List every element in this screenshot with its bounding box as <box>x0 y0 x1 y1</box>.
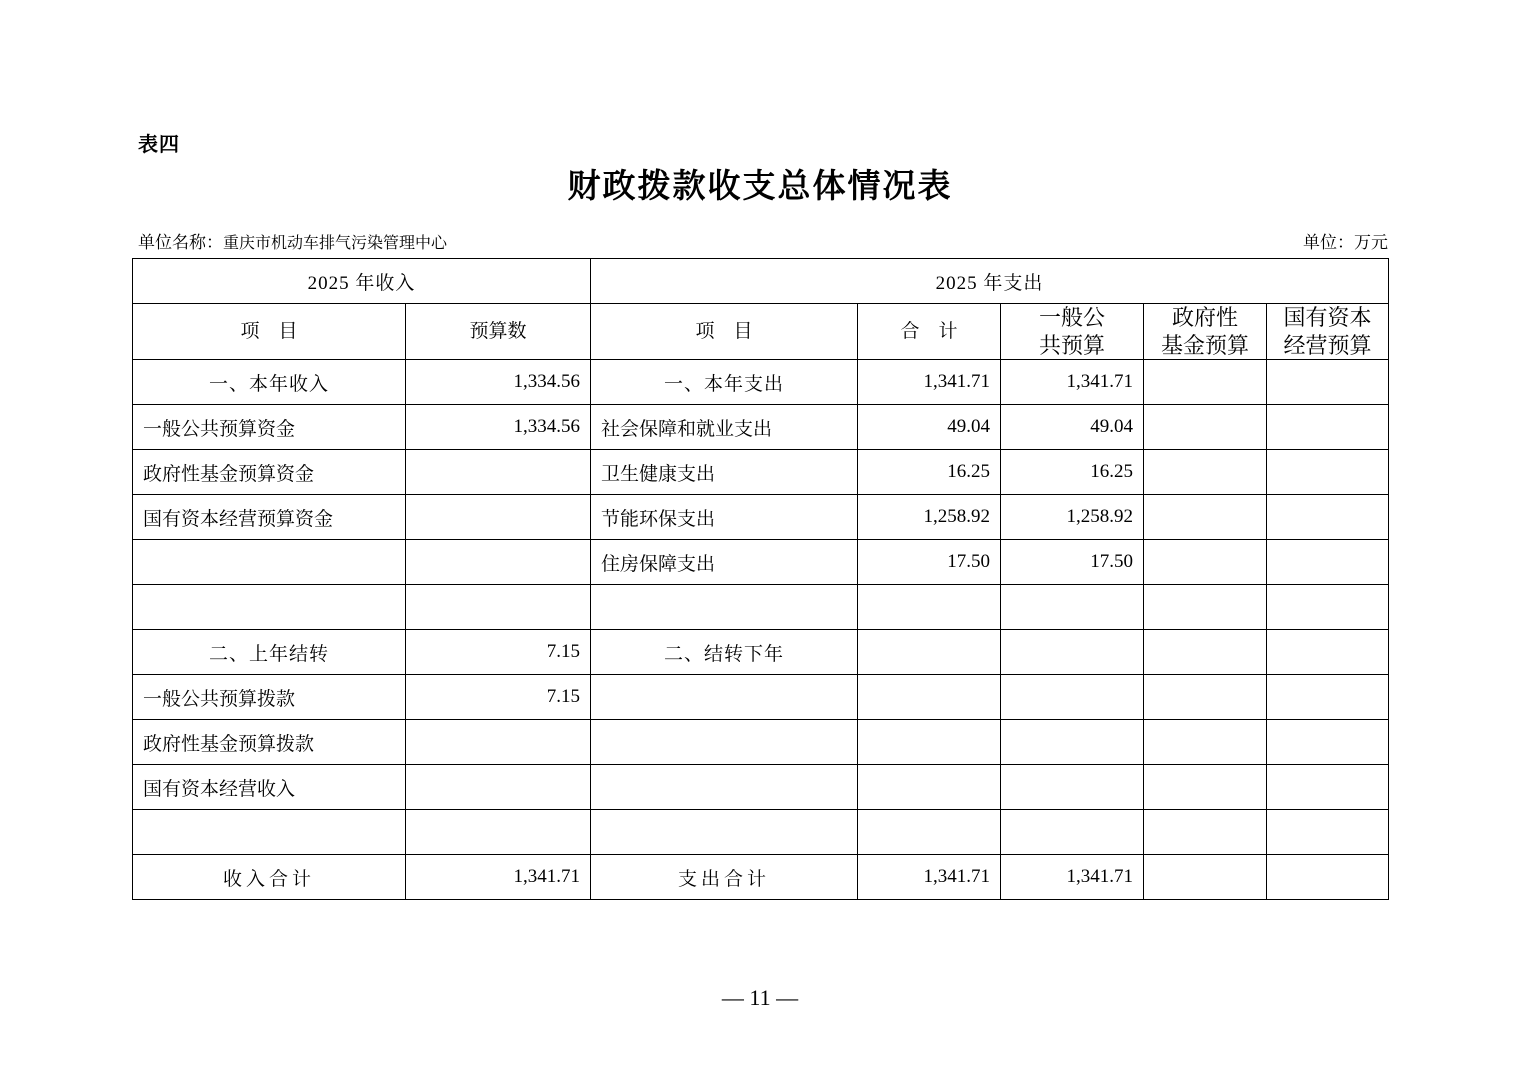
row-income-budget <box>406 720 591 765</box>
row-income-budget <box>406 450 591 495</box>
row-general-public <box>1001 585 1144 630</box>
column-header-general-public-line2: 共预算 <box>1039 332 1106 358</box>
table-row <box>133 765 1389 810</box>
row-income-budget <box>406 810 591 855</box>
table-row <box>133 675 1389 720</box>
row-income-item <box>133 540 406 585</box>
row-income-budget: 7.15 <box>406 630 591 675</box>
table-total-row <box>133 855 1389 900</box>
total-total: 1,341.71 <box>858 855 1001 900</box>
row-income-budget <box>406 540 591 585</box>
table-row <box>133 450 1389 495</box>
row-state-capital <box>1267 360 1389 405</box>
table-row <box>133 495 1389 540</box>
total-income-label: 收入合计 <box>133 855 406 900</box>
row-gov-fund <box>1144 405 1267 450</box>
row-gov-fund <box>1144 720 1267 765</box>
page-number: — 11 — <box>721 985 799 1010</box>
row-expense-item: 社会保障和就业支出 <box>591 405 858 450</box>
unit-name-label: 单位名称： <box>138 233 223 252</box>
total-general-public: 1,341.71 <box>1001 855 1144 900</box>
row-income-budget: 1,334.56 <box>406 360 591 405</box>
row-expense-item: 二、结转下年 <box>591 630 858 675</box>
row-total <box>858 720 1001 765</box>
row-income-item <box>133 585 406 630</box>
row-total: 16.25 <box>858 450 1001 495</box>
row-expense-item: 一、本年支出 <box>591 360 858 405</box>
row-general-public: 16.25 <box>1001 450 1144 495</box>
row-expense-item <box>591 675 858 720</box>
row-gov-fund <box>1144 810 1267 855</box>
row-income-item: 国有资本经营预算资金 <box>133 495 406 540</box>
row-state-capital <box>1267 405 1389 450</box>
column-header-expense-item: 项 目 <box>591 304 858 360</box>
row-total: 1,258.92 <box>858 495 1001 540</box>
budget-table <box>132 258 1389 900</box>
row-gov-fund <box>1144 585 1267 630</box>
total-state-capital <box>1267 855 1389 900</box>
amount-unit-label: 单位：万元 <box>1303 233 1388 252</box>
row-total <box>858 765 1001 810</box>
column-header-gov-fund-line2: 基金预算 <box>1161 332 1250 358</box>
table-row <box>133 360 1389 405</box>
total-expense-label: 支出合计 <box>591 855 858 900</box>
row-total <box>858 675 1001 720</box>
row-state-capital <box>1267 675 1389 720</box>
column-header-total: 合 计 <box>858 304 1001 360</box>
row-income-item: 一般公共预算拨款 <box>133 675 406 720</box>
row-income-item: 政府性基金预算资金 <box>133 450 406 495</box>
table-row <box>133 540 1389 585</box>
table-row <box>133 810 1389 855</box>
column-header-general-public-line1: 一般公 <box>1039 305 1106 330</box>
row-general-public <box>1001 765 1144 810</box>
row-expense-item <box>591 810 858 855</box>
row-expense-item: 节能环保支出 <box>591 495 858 540</box>
group-header-expense: 2025 年支出 <box>591 259 1389 304</box>
table-row <box>133 405 1389 450</box>
row-income-budget <box>406 495 591 540</box>
row-gov-fund <box>1144 360 1267 405</box>
column-header-gov-fund-line1: 政府性 <box>1172 305 1239 330</box>
row-total: 17.50 <box>858 540 1001 585</box>
row-income-item <box>133 810 406 855</box>
row-general-public <box>1001 810 1144 855</box>
row-state-capital <box>1267 720 1389 765</box>
column-header-state-capital-line2: 经营预算 <box>1283 332 1372 358</box>
row-general-public: 17.50 <box>1001 540 1144 585</box>
row-state-capital <box>1267 765 1389 810</box>
row-gov-fund <box>1144 765 1267 810</box>
table-row <box>133 720 1389 765</box>
row-expense-item <box>591 720 858 765</box>
column-header-state-capital <box>1267 304 1389 360</box>
row-income-budget <box>406 765 591 810</box>
page-title: 财政拨款收支总体情况表 <box>567 169 953 205</box>
table-row <box>133 630 1389 675</box>
row-income-item: 国有资本经营收入 <box>133 765 406 810</box>
row-state-capital <box>1267 630 1389 675</box>
table-column-header-row <box>133 304 1389 360</box>
row-state-capital <box>1267 540 1389 585</box>
row-total: 49.04 <box>858 405 1001 450</box>
row-income-item: 一、本年收入 <box>133 360 406 405</box>
row-income-budget: 7.15 <box>406 675 591 720</box>
row-income-budget: 1,334.56 <box>406 405 591 450</box>
row-income-budget <box>406 585 591 630</box>
column-header-income-item: 项 目 <box>133 304 406 360</box>
total-income-budget: 1,341.71 <box>406 855 591 900</box>
unit-name-value: 重庆市机动车排气污染管理中心 <box>223 235 448 252</box>
row-general-public <box>1001 675 1144 720</box>
column-header-general-public <box>1001 304 1144 360</box>
row-expense-item: 卫生健康支出 <box>591 450 858 495</box>
row-total <box>858 585 1001 630</box>
table-group-header-row <box>133 259 1389 304</box>
row-total <box>858 630 1001 675</box>
column-header-state-capital-line1: 国有资本 <box>1283 305 1372 330</box>
column-header-income-budget: 预算数 <box>406 304 591 360</box>
row-general-public: 1,258.92 <box>1001 495 1144 540</box>
row-income-item: 二、上年结转 <box>133 630 406 675</box>
column-header-gov-fund <box>1144 304 1267 360</box>
row-gov-fund <box>1144 495 1267 540</box>
unit-name <box>138 228 447 253</box>
row-gov-fund <box>1144 540 1267 585</box>
row-state-capital <box>1267 810 1389 855</box>
group-header-income: 2025 年收入 <box>133 259 591 304</box>
row-state-capital <box>1267 495 1389 540</box>
row-general-public: 1,341.71 <box>1001 360 1144 405</box>
row-general-public <box>1001 720 1144 765</box>
row-income-item: 政府性基金预算拨款 <box>133 720 406 765</box>
row-expense-item: 住房保障支出 <box>591 540 858 585</box>
total-gov-fund <box>1144 855 1267 900</box>
row-gov-fund <box>1144 675 1267 720</box>
row-gov-fund <box>1144 450 1267 495</box>
row-gov-fund <box>1144 630 1267 675</box>
row-general-public <box>1001 630 1144 675</box>
row-expense-item <box>591 585 858 630</box>
row-total <box>858 810 1001 855</box>
row-state-capital <box>1267 585 1389 630</box>
table-row <box>133 585 1389 630</box>
sheet-label: 表四 <box>138 134 180 156</box>
row-general-public: 49.04 <box>1001 405 1144 450</box>
row-expense-item <box>591 765 858 810</box>
row-state-capital <box>1267 450 1389 495</box>
row-total: 1,341.71 <box>858 360 1001 405</box>
row-income-item: 一般公共预算资金 <box>133 405 406 450</box>
